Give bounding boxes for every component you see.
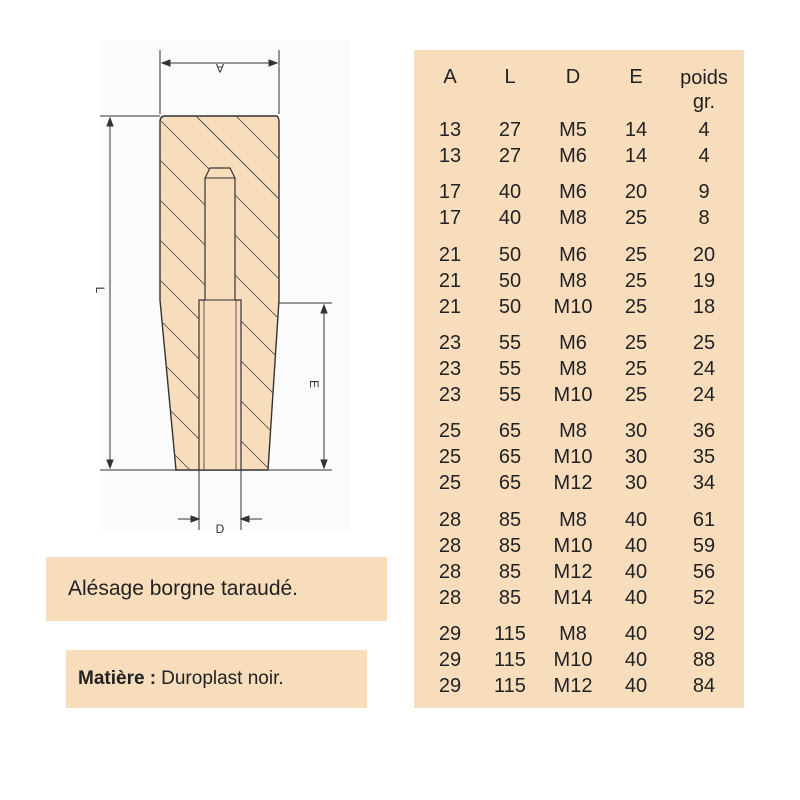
table-row	[414, 470, 744, 496]
cell-d: M12	[553, 472, 593, 494]
table-row	[414, 647, 744, 673]
table-row	[414, 117, 744, 143]
bore-note	[46, 557, 387, 621]
cell-d: M6	[559, 244, 587, 266]
cell-d: M8	[559, 420, 587, 442]
cell-l: 65	[498, 420, 522, 442]
cell-a: 29	[438, 649, 462, 671]
cell-d: M12	[553, 561, 593, 583]
cell-weight: 25	[692, 332, 716, 354]
cell-weight: 84	[692, 675, 716, 697]
cell-d: M10	[553, 649, 593, 671]
cell-d: M10	[553, 446, 593, 468]
cell-l: 50	[498, 270, 522, 292]
table-row	[414, 444, 744, 470]
cell-a: 23	[438, 332, 462, 354]
cell-l: 27	[498, 145, 522, 167]
cell-a: 23	[438, 384, 462, 406]
table-row	[414, 673, 744, 699]
cell-l: 65	[498, 472, 522, 494]
cell-a: 21	[438, 296, 462, 318]
threaded-bore	[199, 168, 241, 470]
cell-l: 40	[498, 207, 522, 229]
dim-label-L: L	[93, 286, 107, 294]
cell-d: M12	[553, 675, 593, 697]
cell-e: 14	[624, 145, 648, 167]
table-row	[414, 330, 744, 356]
cell-a: 25	[438, 472, 462, 494]
handle-drawing	[0, 0, 400, 540]
cell-l: 65	[498, 446, 522, 468]
cell-weight: 92	[692, 623, 716, 645]
cell-e: 40	[624, 509, 648, 531]
header-weight-line2: gr.	[692, 91, 716, 113]
cell-a: 23	[438, 358, 462, 380]
cell-weight: 24	[692, 358, 716, 380]
cell-a: 29	[438, 675, 462, 697]
cell-e: 40	[624, 561, 648, 583]
bore-note-text: Alésage borgne taraudé.	[68, 577, 299, 600]
cell-d: M6	[559, 145, 587, 167]
cell-e: 20	[624, 181, 648, 203]
cell-weight: 36	[692, 420, 716, 442]
table-row	[414, 507, 744, 533]
cell-d: M14	[553, 587, 593, 609]
cell-e: 30	[624, 420, 648, 442]
cell-a: 17	[438, 207, 462, 229]
dim-label-E: E	[307, 379, 321, 389]
table-row	[414, 533, 744, 559]
cell-e: 30	[624, 446, 648, 468]
cell-a: 13	[438, 119, 462, 141]
table-row	[414, 268, 744, 294]
cell-a: 28	[438, 509, 462, 531]
material-note	[66, 650, 367, 708]
cell-e: 25	[624, 384, 648, 406]
cell-l: 55	[498, 358, 522, 380]
dimensions-table	[414, 50, 744, 708]
cell-e: 25	[624, 244, 648, 266]
cell-weight: 88	[692, 649, 716, 671]
header-weight	[666, 66, 742, 114]
header-weight-line1: poids	[680, 67, 728, 89]
cell-weight: 61	[692, 509, 716, 531]
cell-e: 25	[624, 332, 648, 354]
cell-l: 55	[498, 384, 522, 406]
material-label: Matière :	[78, 668, 157, 689]
table-row	[414, 356, 744, 382]
table-row	[414, 585, 744, 611]
cell-e: 30	[624, 472, 648, 494]
cell-weight: 4	[698, 119, 710, 141]
cell-l: 40	[498, 181, 522, 203]
table-row	[414, 621, 744, 647]
cell-weight: 19	[692, 270, 716, 292]
table-row	[414, 205, 744, 231]
header-A: A	[443, 66, 457, 88]
cell-d: M6	[559, 181, 587, 203]
header-D: D	[565, 66, 581, 88]
cell-weight: 9	[698, 181, 710, 203]
cell-a: 25	[438, 420, 462, 442]
cell-l: 85	[498, 535, 522, 557]
cell-l: 85	[498, 587, 522, 609]
table-row	[414, 179, 744, 205]
cell-weight: 59	[692, 535, 716, 557]
cell-l: 50	[498, 296, 522, 318]
cell-a: 28	[438, 561, 462, 583]
cell-a: 13	[438, 145, 462, 167]
cell-l: 27	[498, 119, 522, 141]
dim-label-A: A	[215, 61, 225, 75]
cell-e: 25	[624, 358, 648, 380]
cell-l: 115	[494, 675, 526, 697]
cell-e: 25	[624, 270, 648, 292]
cell-a: 21	[438, 270, 462, 292]
cell-a: 25	[438, 446, 462, 468]
cell-a: 28	[438, 535, 462, 557]
cell-l: 115	[494, 649, 526, 671]
table-row	[414, 143, 744, 169]
dim-label-D: D	[215, 522, 225, 536]
cell-weight: 20	[692, 244, 716, 266]
cell-l: 115	[494, 623, 526, 645]
cell-d: M10	[553, 296, 593, 318]
cell-weight: 56	[692, 561, 716, 583]
cell-weight: 4	[698, 145, 710, 167]
cell-weight: 8	[698, 207, 710, 229]
table-row	[414, 559, 744, 585]
cell-weight: 24	[692, 384, 716, 406]
cell-d: M8	[559, 509, 587, 531]
cell-l: 85	[498, 509, 522, 531]
table-row	[414, 418, 744, 444]
header-L: L	[504, 66, 516, 88]
cell-e: 25	[624, 296, 648, 318]
header-E: E	[629, 66, 643, 88]
cell-l: 85	[498, 561, 522, 583]
cell-d: M10	[553, 384, 593, 406]
cell-d: M5	[559, 119, 587, 141]
cell-e: 40	[624, 623, 648, 645]
cell-a: 17	[438, 181, 462, 203]
cell-weight: 34	[692, 472, 716, 494]
cell-d: M6	[559, 332, 587, 354]
cell-a: 28	[438, 587, 462, 609]
cell-weight: 35	[692, 446, 716, 468]
cell-weight: 18	[692, 296, 716, 318]
table-row	[414, 382, 744, 408]
table-row	[414, 294, 744, 320]
material-value: Duroplast noir.	[161, 668, 284, 689]
cell-d: M8	[559, 207, 587, 229]
cell-d: M8	[559, 270, 587, 292]
cell-e: 40	[624, 587, 648, 609]
cell-d: M8	[559, 623, 587, 645]
cell-d: M8	[559, 358, 587, 380]
cell-a: 29	[438, 623, 462, 645]
cell-e: 25	[624, 207, 648, 229]
cell-l: 50	[498, 244, 522, 266]
cell-l: 55	[498, 332, 522, 354]
cell-a: 21	[438, 244, 462, 266]
cell-d: M10	[553, 535, 593, 557]
cell-e: 40	[624, 535, 648, 557]
cell-weight: 52	[692, 587, 716, 609]
cell-e: 14	[624, 119, 648, 141]
table-row	[414, 242, 744, 268]
cell-e: 40	[624, 649, 648, 671]
cell-e: 40	[624, 675, 648, 697]
